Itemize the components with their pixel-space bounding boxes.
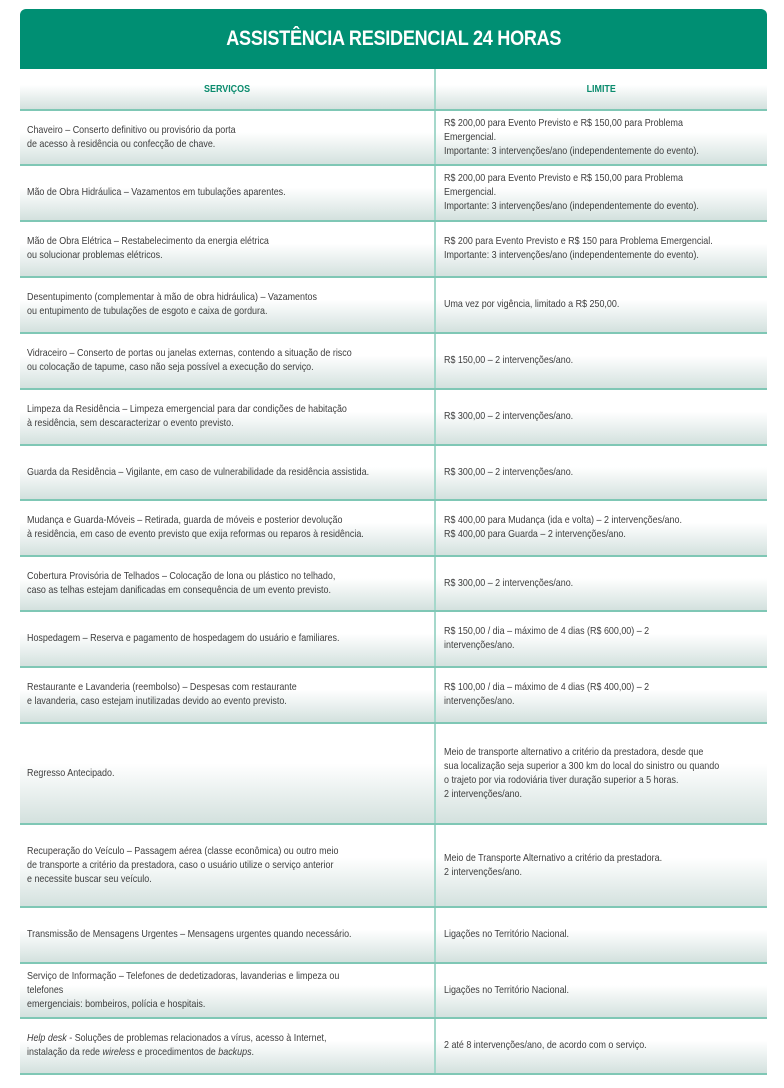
limit-text: R$ 150,00 / dia – máximo de 4 dias (R$ 600,00) – 2 intervenções/ano. — [444, 626, 650, 651]
limit-cell — [436, 964, 767, 1017]
service-text: Cobertura Provisória de Telhados – Colocação de lona ou plástico no telhado, caso as telhas estejam danificadas em consequência de um evento previsto. — [27, 570, 336, 596]
helpdesk-text-2: instalação da rede — [27, 1047, 103, 1058]
limit-text: 2 até 8 intervenções/ano, de acordo com o serviço. — [444, 1040, 647, 1051]
limit-text: R$ 200,00 para Evento Previsto e R$ 150,00 para Problema Emergencial. Importante: 3 intervenções/ano (independentemente do evento). — [444, 173, 699, 212]
table-row — [20, 446, 767, 501]
service-cell — [20, 612, 436, 666]
helpdesk-italic: Help desk — [27, 1033, 67, 1044]
limit-cell — [436, 446, 767, 499]
limit-text: R$ 200 para Evento Previsto e R$ 150 para Problema Emergencial. Importante: 3 intervenções/ano (independentemente do evento). — [444, 236, 713, 261]
table-row — [20, 501, 767, 557]
table-row — [20, 908, 767, 964]
table-row — [20, 390, 767, 446]
limit-text: R$ 300,00 – 2 intervenções/ano. — [444, 411, 574, 422]
table-row-helpdesk — [20, 1019, 767, 1075]
service-text: Guarda da Residência – Vigilante, em caso de vulnerabilidade da residência assistida. — [27, 466, 370, 478]
service-text — [27, 1032, 377, 1060]
limit-text: Ligações no Território Nacional. — [444, 984, 570, 996]
service-text: Mudança e Guarda-Móveis – Retirada, guarda de móveis e posterior devolução à residência, em caso de evento previsto que exija reformas ou reparos à residência. — [27, 515, 364, 540]
service-cell — [20, 964, 436, 1017]
limit-cell — [436, 1019, 767, 1073]
service-cell — [20, 501, 436, 555]
table-row — [20, 278, 767, 334]
limit-text: R$ 300,00 – 2 intervenções/ano. — [444, 466, 574, 478]
column-header-services-label: SERVIÇOS — [204, 83, 250, 95]
limit-cell — [436, 668, 767, 722]
service-text: Mão de Obra Hidráulica – Vazamentos em tubulações aparentes. — [27, 187, 286, 198]
limit-cell — [436, 557, 767, 610]
page-title: ASSISTÊNCIA RESIDENCIAL 24 HORAS — [226, 27, 561, 50]
limit-cell — [436, 724, 767, 823]
limit-text: Meio de Transporte Alternativo a critério da prestadora. 2 intervenções/ano. — [444, 852, 663, 878]
limit-text: R$ 200,00 para Evento Previsto e R$ 150,00 para Problema Emergencial. Importante: 3 intervenções/ano (independentemente do evento). — [444, 117, 699, 157]
limit-cell — [436, 166, 767, 220]
service-cell — [20, 278, 436, 332]
helpdesk-text-3: e procedimentos de — [134, 1047, 219, 1058]
table-row — [20, 557, 767, 612]
service-text: Mão de Obra Elétrica – Restabelecimento da energia elétrica ou solucionar problemas elétricos. — [27, 236, 269, 261]
table-row — [20, 612, 767, 668]
column-header-row — [20, 69, 767, 111]
service-text: Chaveiro – Conserto definitivo ou provisório da porta de acesso à residência ou confecção de chave. — [27, 124, 236, 150]
service-cell — [20, 724, 436, 823]
service-text: Recuperação do Veículo – Passagem aérea (classe econômica) ou outro meio de transporte a critério da prestadora, caso o usuário utilize o serviço anterior e necessite buscar seu veículo. — [27, 845, 339, 885]
service-cell — [20, 390, 436, 444]
limit-text: Ligações no Território Nacional. — [444, 929, 570, 940]
service-text: Vidraceiro – Conserto de portas ou janelas externas, contendo a situação de risco ou colocação de tapume, caso não seja possível a execução do serviço. — [27, 348, 352, 373]
limit-text: R$ 400,00 para Mudança (ida e volta) – 2 intervenções/ano. R$ 400,00 para Guarda – 2 intervenções/ano. — [444, 515, 682, 540]
service-text: Restaurante e Lavanderia (reembolso) – Despesas com restaurante e lavanderia, caso estejam inutilizadas devido ao evento previsto. — [27, 682, 297, 707]
service-cell — [20, 334, 436, 388]
limit-cell — [436, 111, 767, 164]
limit-cell — [436, 278, 767, 332]
limit-cell — [436, 390, 767, 444]
service-text: Serviço de Informação – Telefones de dedetizadoras, lavanderias e limpeza ou telefones emergenciais: bombeiros, polícia e hospitais. — [27, 970, 340, 1010]
limit-text: R$ 150,00 – 2 intervenções/ano. — [444, 355, 574, 366]
service-cell — [20, 825, 436, 906]
limit-text: Uma vez por vigência, limitado a R$ 250,00. — [444, 299, 620, 310]
table-row — [20, 724, 767, 825]
wireless-italic: wireless — [102, 1047, 135, 1058]
service-text: Hospedagem – Reserva e pagamento de hospedagem do usuário e familiares. — [27, 633, 340, 644]
service-text: Limpeza da Residência – Limpeza emergencial para dar condições de habitação à residência, sem descaracterizar o evento previsto. — [27, 404, 347, 429]
service-cell — [20, 222, 436, 276]
service-cell — [20, 111, 436, 164]
column-header-limit-label: LIMITE — [586, 83, 617, 95]
service-cell — [20, 446, 436, 499]
service-cell — [20, 908, 436, 962]
service-cell — [20, 166, 436, 220]
backups-italic: backups — [218, 1047, 252, 1058]
table-row — [20, 964, 767, 1019]
limit-cell — [436, 612, 767, 666]
limit-cell — [436, 825, 767, 906]
limit-cell — [436, 501, 767, 555]
column-header-services — [20, 69, 436, 109]
helpdesk-text-1: - Soluções de problemas relacionados a vírus, acesso à Internet, — [66, 1033, 327, 1044]
table-row — [20, 111, 767, 166]
helpdesk-text-4: . — [251, 1047, 255, 1058]
limit-text: R$ 100,00 / dia – máximo de 4 dias (R$ 400,00) – 2 intervenções/ano. — [444, 682, 650, 707]
service-text: Desentupimento (complementar à mão de obra hidráulica) – Vazamentos ou entupimento de tubulações de esgoto e caixa de gordura. — [27, 292, 317, 317]
title-bar — [20, 9, 767, 69]
table-row — [20, 825, 767, 908]
service-cell — [20, 668, 436, 722]
table-row — [20, 334, 767, 390]
limit-text: Meio de transporte alternativo a critério da prestadora, desde que sua localização seja superior a 300 km do local do sinistro ou quando o trajeto por via rodoviária tiver duração superior a 5 horas. 2 intervenções/ano. — [444, 746, 720, 800]
service-cell — [20, 1019, 436, 1073]
limit-cell — [436, 222, 767, 276]
assistance-table — [20, 9, 767, 1075]
limit-cell — [436, 334, 767, 388]
table-row — [20, 668, 767, 724]
service-text: Regresso Antecipado. — [27, 767, 115, 779]
service-text: Transmissão de Mensagens Urgentes – Mensagens urgentes quando necessário. — [27, 929, 352, 940]
table-row — [20, 166, 767, 222]
table-row — [20, 222, 767, 278]
service-cell — [20, 557, 436, 610]
column-header-limit — [436, 69, 767, 109]
limit-text: R$ 300,00 – 2 intervenções/ano. — [444, 577, 574, 589]
limit-cell — [436, 908, 767, 962]
